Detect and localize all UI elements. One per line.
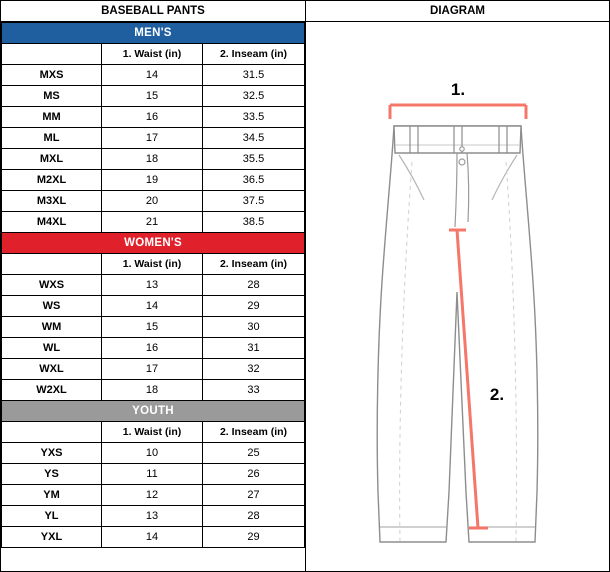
waist-value: 16	[102, 338, 203, 359]
waist-value: 13	[102, 275, 203, 296]
waist-value: 14	[102, 527, 203, 548]
column-header-inseam: 2. Inseam (in)	[203, 44, 305, 65]
waist-measure-bracket	[390, 105, 526, 119]
diagram-panel	[306, 1, 609, 571]
waist-value: 21	[102, 212, 203, 233]
size-table-panel	[1, 1, 306, 571]
column-header-waist: 1. Waist (in)	[102, 422, 203, 443]
size-label: M3XL	[2, 191, 102, 212]
waist-value: 11	[102, 464, 203, 485]
section-header-mens: MEN'S	[2, 23, 305, 44]
inseam-value: 33.5	[203, 107, 305, 128]
table-row	[2, 506, 305, 527]
inseam-value: 30	[203, 317, 305, 338]
inseam-value: 31.5	[203, 65, 305, 86]
inseam-value: 29	[203, 527, 305, 548]
table-row	[2, 149, 305, 170]
waist-value: 17	[102, 359, 203, 380]
waist-value: 18	[102, 149, 203, 170]
waist-value: 15	[102, 86, 203, 107]
pants-outline	[377, 126, 538, 542]
table-row	[2, 128, 305, 149]
size-label: W2XL	[2, 380, 102, 401]
diagram-title: DIAGRAM	[306, 1, 609, 22]
column-header-blank	[2, 44, 102, 65]
chart-title: BASEBALL PANTS	[1, 1, 305, 22]
section-header-womens: WOMEN'S	[2, 233, 305, 254]
inseam-value: 27	[203, 485, 305, 506]
size-label: YL	[2, 506, 102, 527]
size-table	[1, 22, 305, 548]
size-label: YM	[2, 485, 102, 506]
size-label: YXL	[2, 527, 102, 548]
size-label: WL	[2, 338, 102, 359]
waist-value: 13	[102, 506, 203, 527]
inseam-value: 29	[203, 296, 305, 317]
waist-value: 19	[102, 170, 203, 191]
waist-value: 17	[102, 128, 203, 149]
inseam-value: 35.5	[203, 149, 305, 170]
size-label: YS	[2, 464, 102, 485]
size-label: WXS	[2, 275, 102, 296]
section-header-row	[2, 233, 305, 254]
table-row	[2, 170, 305, 191]
waist-value: 14	[102, 296, 203, 317]
diagram-body	[306, 22, 609, 572]
table-row	[2, 65, 305, 86]
waist-value: 14	[102, 65, 203, 86]
table-row	[2, 527, 305, 548]
table-row	[2, 212, 305, 233]
size-label: M4XL	[2, 212, 102, 233]
waist-value: 15	[102, 317, 203, 338]
inseam-value: 36.5	[203, 170, 305, 191]
column-header-row	[2, 422, 305, 443]
table-row	[2, 359, 305, 380]
table-row	[2, 107, 305, 128]
table-row	[2, 296, 305, 317]
column-header-blank	[2, 422, 102, 443]
column-header-inseam: 2. Inseam (in)	[203, 254, 305, 275]
pants-diagram-svg	[306, 22, 609, 572]
waist-value: 10	[102, 443, 203, 464]
size-label: M2XL	[2, 170, 102, 191]
inseam-value: 32.5	[203, 86, 305, 107]
inseam-value: 31	[203, 338, 305, 359]
column-header-waist: 1. Waist (in)	[102, 254, 203, 275]
section-header-row	[2, 401, 305, 422]
column-header-row	[2, 44, 305, 65]
inseam-value: 28	[203, 275, 305, 296]
table-row	[2, 191, 305, 212]
table-row	[2, 275, 305, 296]
size-label: ML	[2, 128, 102, 149]
waist-value: 12	[102, 485, 203, 506]
size-label: WS	[2, 296, 102, 317]
section-header-youth: YOUTH	[2, 401, 305, 422]
column-header-row	[2, 254, 305, 275]
waist-value: 18	[102, 380, 203, 401]
section-header-row	[2, 23, 305, 44]
size-label: WXL	[2, 359, 102, 380]
table-row	[2, 338, 305, 359]
table-row	[2, 317, 305, 338]
table-row	[2, 464, 305, 485]
inseam-value: 38.5	[203, 212, 305, 233]
inseam-value: 32	[203, 359, 305, 380]
table-row	[2, 380, 305, 401]
waist-value: 16	[102, 107, 203, 128]
table-row	[2, 485, 305, 506]
column-header-inseam: 2. Inseam (in)	[203, 422, 305, 443]
table-row	[2, 86, 305, 107]
size-label: YXS	[2, 443, 102, 464]
size-label: MXS	[2, 65, 102, 86]
inseam-value: 37.5	[203, 191, 305, 212]
size-label: MXL	[2, 149, 102, 170]
size-label: WM	[2, 317, 102, 338]
inseam-label: 2.	[489, 385, 505, 404]
table-row	[2, 443, 305, 464]
column-header-waist: 1. Waist (in)	[102, 44, 203, 65]
column-header-blank	[2, 254, 102, 275]
size-label: MM	[2, 107, 102, 128]
inseam-value: 34.5	[203, 128, 305, 149]
inseam-value: 26	[203, 464, 305, 485]
waist-label: 1.	[450, 80, 466, 99]
inseam-value: 25	[203, 443, 305, 464]
inseam-value: 33	[203, 380, 305, 401]
inseam-value: 28	[203, 506, 305, 527]
size-label: MS	[2, 86, 102, 107]
waist-value: 20	[102, 191, 203, 212]
